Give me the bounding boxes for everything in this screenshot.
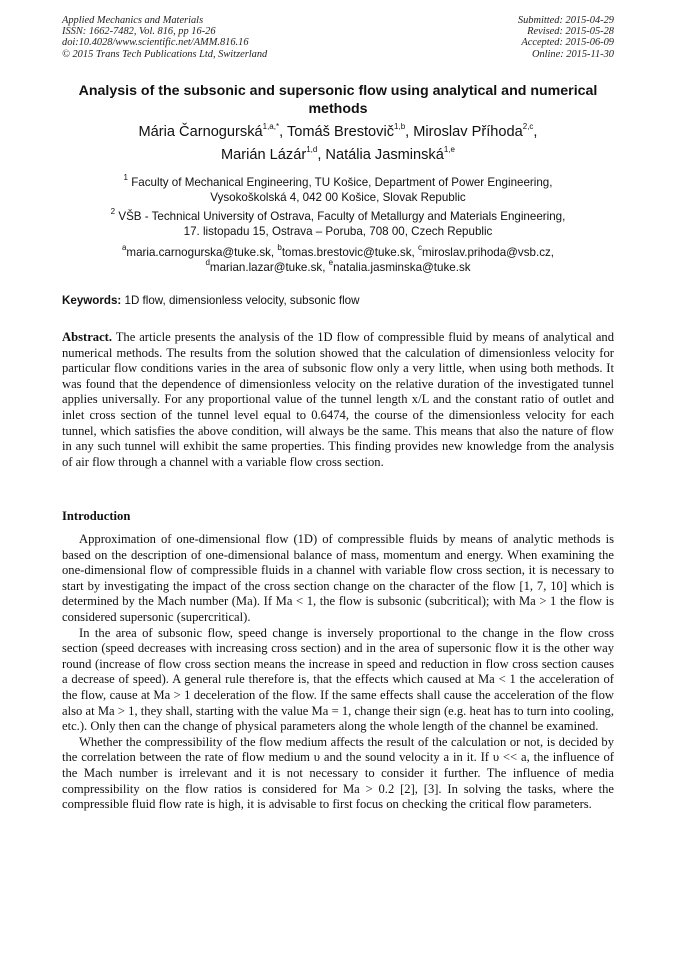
affiliation-line: VŠB - Technical University of Ostrava, Faculty of Metallurgy and Materials Engineering,: [118, 210, 566, 223]
email-link[interactable]: maria.carnogurska@tuke.sk: [126, 246, 271, 259]
keywords-label: Keywords:: [62, 294, 122, 307]
affiliation-1: [62, 175, 614, 205]
author-name: Tomáš Brestovič: [286, 124, 395, 140]
affiliation-2: [62, 209, 614, 239]
email-link[interactable]: tomas.brestovic@tuke.sk: [281, 246, 412, 259]
email-link[interactable]: marian.lazar@tuke.sk: [209, 261, 323, 274]
affiliation-line: Faculty of Mechanical Engineering, TU Košice, Department of Power Engineering,: [131, 176, 553, 189]
email-mark: e: [328, 258, 334, 268]
journal-header-right: [518, 15, 614, 60]
author-name: Miroslav Příhoda: [413, 124, 523, 140]
date-submitted: Submitted: 2015-04-29: [517, 15, 614, 26]
affiliation-line: Vysokoškolská 4, 042 00 Košice, Slovak Republic: [210, 191, 466, 204]
author-list: Mária Čarnogurská$^{1,a,*}$, Tomáš Brestovič$^{1,b}$, Miroslav Příhoda$^{2,c}$, Marián Lázár$^{1,d}$, Natália Jasminská$^{1,e}$: [138, 122, 538, 163]
email-mark: d: [205, 258, 210, 268]
paragraph: In the area of subsonic flow, speed change is inversely proportional to the change in the flow cross section (speed decreases with increasing cross section) and in the area of supersonic flow it is the other way round (increase of flow cross section means the increase in speed and reduction in flow cross section causes a decrease of speed). A general rule therefore is, that the effects which caused at Ma < 1 the acceleration of the flow, cause at Ma > 1 deceleration of the flow. If the same effects shall cause the acceleration of the flow also at Ma > 1, they shall, starting with the value Ma = 1, change their sign (e.g. heat has to turn into cooling, etc.). Only then can the change of physical parameters along the whole length of the channel be examined.: [62, 625, 614, 734]
keywords-text: 1D flow, dimensionless velocity, subsonic flow: [124, 294, 360, 307]
journal-header-left: [62, 15, 267, 60]
paper-title: Analysis of the subsonic and supersonic flow using analytical and numerical methods: [78, 83, 598, 117]
email-link[interactable]: natalia.jasminska@tuke.sk: [333, 261, 471, 274]
introduction-body: [62, 532, 614, 813]
journal-name: Applied Mechanics and Materials: [62, 15, 204, 26]
abstract-label: Abstract.: [62, 330, 113, 344]
keywords: [62, 293, 614, 308]
journal-copyright: © 2015 Trans Tech Publications Ltd, Switzerland: [62, 48, 268, 60]
journal-issn: ISSN: 1662-7482, Vol. 816, pp 16-26: [62, 26, 216, 38]
paragraph: Whether the compressibility of the flow medium affects the result of the calculation or not, is decided by the correlation between the rate of flow medium υ and the sound velocity a in it. If υ << a, the influence of the Mach number is irrelevant and it is not necessary to consider it further. The influence of media compressibility on the flow ratios is considered for Ma > 0.2 [2], [3]. In solving the tasks, where the compressible fluid flow rate is high, it is advisable to first focus on checking the critical flow parameters.: [62, 734, 614, 812]
paragraph: Approximation of one-dimensional flow (1D) of compressible fluids by means of analytic methods is based on the description of one-dimensional balance of mass, momentum and energy. When examining the one-dimensional flow of compressible fluids in a channel with variable flow cross section, it is necessary to start by investigating the impact of the cross section change on the character of the flow [1, 7, 10] which is determined by the Mach number (Ma). If Ma < 1, the flow is subsonic (subcritical); with Ma > 1 the flow is considered supersonic (supercritical).: [62, 532, 614, 624]
author-emails: $^a$maria.carnogurska@tuke.sk, $^b$tomas.brestovic@tuke.sk, $^c$miroslav.prihoda@vsb.cz, $^d$marian.lazar@tuke.sk, $^e$natalia.jasminska@tuke.sk: [121, 243, 555, 274]
author-affiliation-mark: 1,e: [443, 145, 455, 155]
author-name: Mária Čarnogurská: [138, 124, 263, 140]
author-affiliation-mark: 1,a,*: [262, 122, 280, 132]
affiliation-mark: 2: [110, 207, 116, 217]
email-mark: b: [277, 243, 282, 253]
affiliation-line: 17. listopadu 15, Ostrava – Poruba, 708 00, Czech Republic: [183, 225, 493, 238]
abstract-text: The article presents the analysis of the 1D flow of compressible fluid by means of analytical and numerical methods. The results from the solution showed that the calculation of dimensionless velocity for particular flow conditions varies in the area of subsonic flow only a very little, when using both methods. It was found that the dependence of dimensionless velocity on the relative duration of the investigated tunnel applies universally. For any proportional value of the tunnel length x/L and the constant ratio of outlet and inlet cross section of the tunnel level equal to 0.6474, the course of the dimensionless velocity for each tunnel, which satisfies the above condition, will always be the same. This means that also the nature of flow in any such tunnel will exhibit the same properties. This finding provides new knowledge from the analysis of air flow through a channel with a variable flow cross section.: [62, 330, 615, 469]
date-online: Online: 2015-11-30: [531, 48, 614, 60]
author-affiliation-mark: 2,c: [522, 122, 534, 132]
email-mark: c: [417, 243, 422, 253]
section-heading-introduction: Introduction: [62, 509, 131, 523]
journal-doi: doi:10.4028/www.scientific.net/AMM.816.16: [62, 37, 249, 49]
email-link[interactable]: miroslav.prihoda@vsb.cz: [421, 246, 551, 259]
author-affiliation-mark: 1,d: [306, 145, 318, 155]
abstract: [62, 330, 614, 470]
author-name: Natália Jasminská: [325, 147, 444, 163]
date-revised: Revised: 2015-05-28: [527, 26, 614, 38]
author-name: Marián Lázár: [221, 147, 307, 163]
date-accepted: Accepted: 2015-06-09: [521, 37, 614, 49]
author-affiliation-mark: 1,b: [394, 122, 406, 132]
affiliation-mark: 1: [123, 173, 128, 183]
email-mark: a: [121, 243, 127, 253]
